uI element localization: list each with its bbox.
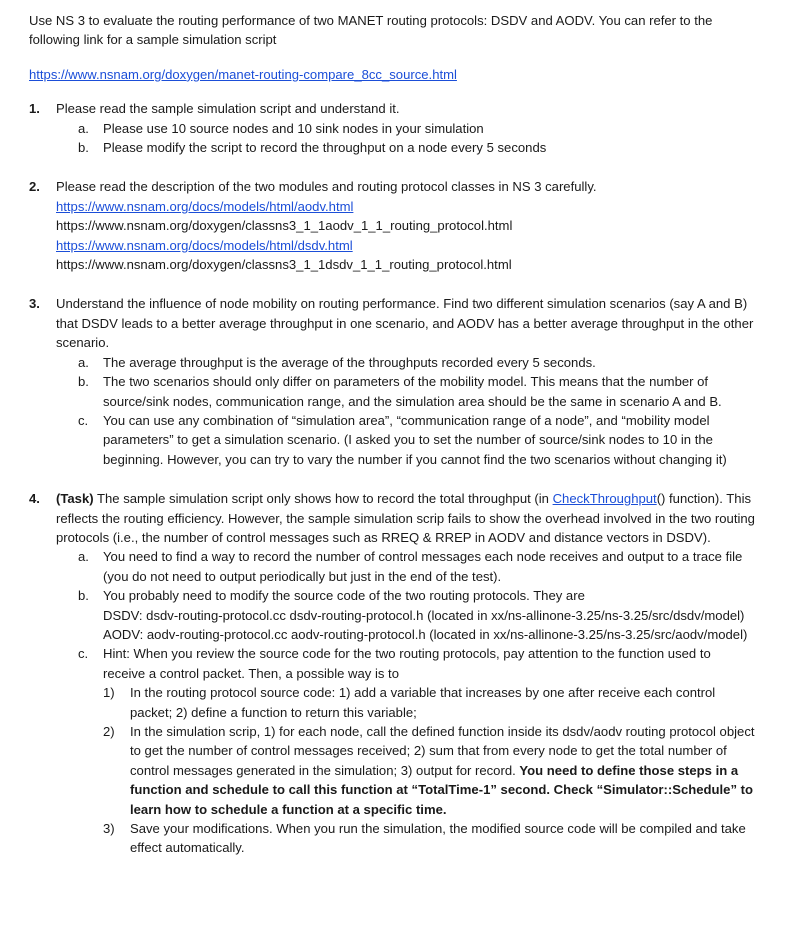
dsdv-class-url-line — [56, 255, 756, 274]
list-text: Please read the sample simulation script and understand it. — [56, 101, 400, 117]
list-item-4c — [78, 644, 756, 683]
dsdv-docs-link[interactable]: https://www.nsnam.org/docs/models/html/dsdv.html — [56, 237, 353, 253]
list-item-4c2 — [103, 722, 756, 819]
aodv-docs-link[interactable]: https://www.nsnam.org/docs/models/html/aodv.html — [56, 198, 354, 214]
list-item-1a — [78, 119, 756, 138]
dsdv-source-files: DSDV: dsdv-routing-protocol.cc dsdv-routing-protocol.h (located in xx/ns-allinone-3.25/ns-3.25/src/dsdv/model) — [103, 607, 745, 623]
task-label: (Task) — [56, 491, 94, 507]
list-item-4-body — [56, 489, 756, 547]
list-marker: 1) — [103, 685, 115, 701]
list-marker: a. — [78, 354, 89, 370]
aodv-class-url: https://www.nsnam.org/doxygen/classns3_1_1aodv_1_1_routing_protocol.html — [56, 218, 513, 234]
task-text-before-link: The sample simulation script only shows how to record the total throughput (in — [93, 491, 553, 507]
list-marker: c. — [78, 412, 89, 428]
spacer — [29, 50, 756, 65]
list-text: You probably need to modify the source code of the two routing protocols. They are — [103, 588, 585, 604]
list-item-4b — [78, 586, 756, 644]
list-marker: 4. — [29, 491, 40, 507]
list-marker: a. — [78, 549, 89, 565]
list-item-4c1 — [103, 683, 756, 722]
list-marker: 3. — [29, 296, 40, 312]
list-text: Hint: When you review the source code for the two routing protocols, pay attention to the function used to receive a control packet. Then, a possible way is to — [103, 646, 711, 681]
check-throughput-link[interactable]: CheckThroughput — [552, 491, 657, 507]
spacer — [29, 274, 756, 294]
list-item-3 — [29, 294, 756, 352]
list-text: Please use 10 source nodes and 10 sink nodes in your simulation — [103, 120, 484, 136]
list-marker: 3) — [103, 821, 115, 837]
list-marker: a. — [78, 120, 89, 136]
list-item-4a — [78, 547, 756, 586]
list-marker: 1. — [29, 101, 40, 117]
list-text: Understand the influence of node mobility on routing performance. Find two different simulation scenarios (say A and B) that DSDV leads to a better average throughput in one scenario, and AODV has a better average throughput in the other scenario. — [56, 296, 754, 351]
list-marker: b. — [78, 588, 89, 604]
list-text: Please modify the script to record the throughput on a node every 5 seconds — [103, 140, 547, 156]
list-item-1 — [29, 99, 756, 118]
aodv-source-files: AODV: aodv-routing-protocol.cc aodv-routing-protocol.h (located in xx/ns-allinone-3.25/ns-3.25/src/aodv/model) — [103, 626, 748, 642]
list-text-normal: In the simulation scrip, 1) for each node, call the defined function inside its dsdv/aodv routing protocol object to get the number of control messages received; 2) sum that from every node to get the total number of control messages generated in the simulation; 3) output for record. — [130, 724, 755, 778]
list-item-2-body — [56, 177, 756, 274]
document-body — [29, 11, 756, 858]
list-marker: 2) — [103, 724, 115, 739]
list-item-3a — [78, 353, 756, 372]
list-item-4c2-body — [130, 722, 756, 819]
spacer — [29, 157, 756, 177]
list-marker: c. — [78, 646, 89, 662]
list-item-2 — [29, 177, 756, 274]
intro-paragraph: Use NS 3 to evaluate the routing performance of two MANET routing protocols: DSDV and AODV. You can refer to the following link for a sample simulation script — [29, 13, 713, 48]
list-text: You need to find a way to record the number of control messages each node receives and output to a trace file (you do not need to output periodically but just in the end of the test). — [103, 549, 743, 584]
list-text-bold: You need to define those steps in a function and schedule to call this function at “TotalTime-1” second. Check “Simulator::Schedule” to learn how to schedule a function at a specific time. — [130, 762, 753, 817]
list-item-4b-body — [103, 586, 756, 644]
aodv-class-url-line — [56, 216, 756, 235]
dsdv-class-url: https://www.nsnam.org/doxygen/classns3_1_1dsdv_1_1_routing_protocol.html — [56, 257, 512, 273]
list-text: The average throughput is the average of the throughputs recorded every 5 seconds. — [103, 354, 596, 370]
list-item-3b — [78, 372, 756, 411]
list-item-4c3 — [103, 819, 756, 858]
list-text: Save your modifications. When you run the simulation, the modified source code will be compiled and take effect automatically. — [130, 821, 746, 856]
spacer — [29, 84, 756, 99]
list-marker: 2. — [29, 179, 40, 195]
list-text: In the routing protocol source code: 1) add a variable that increases by one after receive each control packet; 2) define a function to return this variable; — [130, 685, 716, 720]
list-marker: b. — [78, 374, 89, 390]
task-text-after-link: () function). This reflects the routing efficiency. However, the sample simulation scrip fails to show the overhead involved in the two routing protocols (i.e., the number of control messages such as RREQ & RREP in AODV and distance vectors in DSDV). — [56, 491, 755, 545]
sample-script-link[interactable]: https://www.nsnam.org/doxygen/manet-routing-compare_8cc_source.html — [29, 66, 457, 82]
list-text: The two scenarios should only differ on parameters of the mobility model. This means that the number of source/sink nodes, communication range, and the simulation area should be the same in scenario A and B. — [103, 374, 722, 409]
list-marker: b. — [78, 140, 89, 156]
list-item-4 — [29, 489, 756, 547]
dsdv-docs-link-line — [56, 236, 756, 255]
aodv-docs-link-line — [56, 197, 756, 216]
list-item-1b — [78, 138, 756, 157]
sample-script-link-line — [29, 65, 756, 84]
list-text: You can use any combination of “simulation area”, “communication range of a node”, and “mobility model parameters” to get a simulation scenario. (I asked you to set the number of source/sink nodes to 10 in the beginning. However, you can try to vary the number if you cannot find the two scenarios without changing it) — [103, 412, 727, 467]
list-item-3c — [78, 411, 756, 469]
spacer — [29, 469, 756, 489]
list-text: Please read the description of the two modules and routing protocol classes in NS 3 carefully. — [56, 179, 597, 195]
